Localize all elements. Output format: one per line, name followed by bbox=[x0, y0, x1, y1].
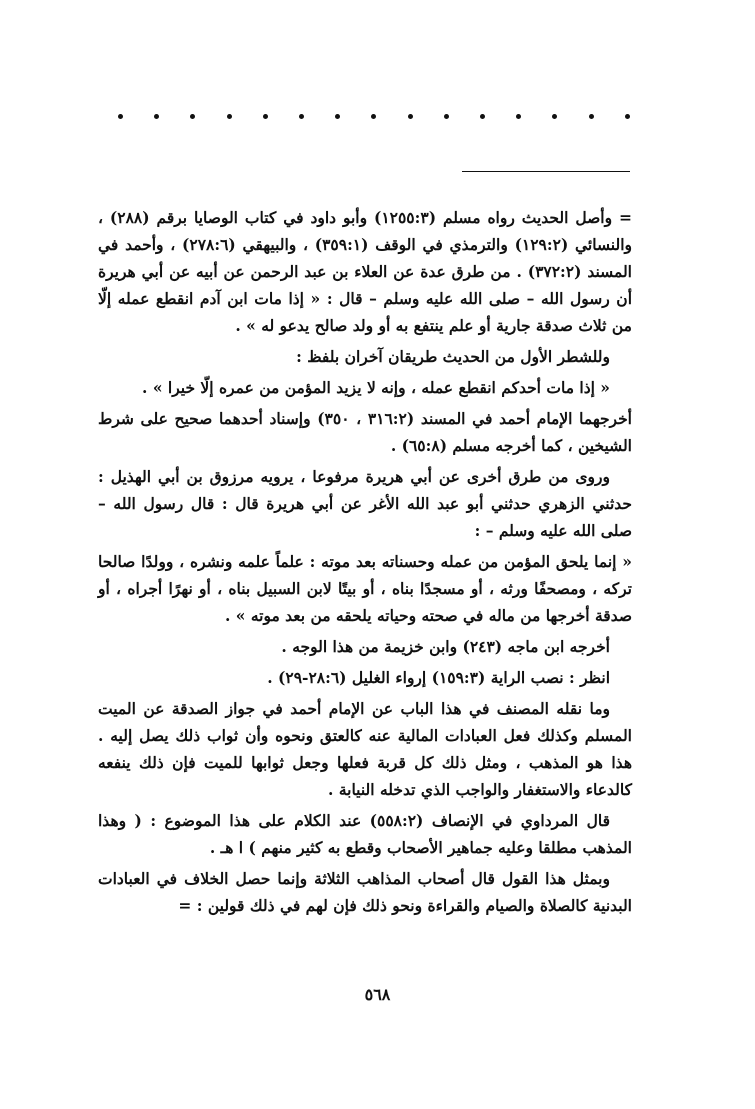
footnote-paragraph-two-paths: وللشطر الأول من الحديث طريقان آخران بلفظ : bbox=[296, 347, 610, 366]
footnote-paragraph-mardawi: قال المرداوي في الإنصاف (٥٥٨:٢) عند الكلام على هذا الموضوع : ( وهذا المذهب مطلقا وعليه جماهير الأصحاب وقطع به كثير منهم ) ا هـ . bbox=[98, 811, 632, 857]
footnote-paragraph-author-commentary: وما نقله المصنف في هذا الباب عن الإمام أحمد في جواز الصدقة عن الميت المسلم وكذلك فعل العبادات المالية عنه كالعتق ونحوه وأن ثواب ذلك يصل إليه . هذا هو المذهب ، ومثل ذلك كل قربة فعلها وجعل ثوابها للميت فإن ذلك ينفعه كالدعاء والاستغفار والواجب الذي تدخله النيابة . bbox=[98, 699, 632, 799]
footnote-paragraph-ahmad-citation: أخرجهما الإمام أحمد في المسند (٣١٦:٢ ، ٣٥٠) وإسناد أحدهما صحيح على شرط الشيخين ، كما أخرجه مسلم (٦٥:٨) . bbox=[98, 409, 632, 455]
decorative-dot bbox=[625, 114, 630, 119]
footnote-paragraph-quote-two: « إنما يلحق المؤمن من عمله وحسناته بعد موته : علماً علمه ونشره ، وولدًا صالحا تركه ، ومصحفًا ورثه ، أو مسجدًا بناه ، أو بيتًا لابن السبيل بناه ، أو نهرًا أجراه ، أو صدقة أخرجها من ماله في صحته وحياته يلحقه من بعد موته » . bbox=[98, 552, 632, 625]
footnote-separator-rule bbox=[462, 171, 630, 172]
decorative-dot bbox=[263, 114, 268, 119]
footnote-text-block bbox=[98, 204, 632, 923]
decorative-dot bbox=[335, 114, 340, 119]
decorative-dot bbox=[589, 114, 594, 119]
footnote-paragraph-quote-one: « إذا مات أحدكم انقطع عمله ، وإنه لا يزيد المؤمن من عمره إلّا خيرا » . bbox=[142, 378, 610, 397]
decorative-dot bbox=[552, 114, 557, 119]
footnote-paragraph-hadith-source: = وأصل الحديث رواه مسلم (١٢٥٥:٣) وأبو داود في كتاب الوصايا برقم (٢٨٨) ، والنسائي (١٢٩:٢) والترمذي في الوقف (٣٥٩:١) ، والبيهقي (٢٧٨:٦) ، وأحمد في المسند (٣٧٢:٢) . من طرق عدة عن العلاء بن عبد الرحمن عن أبيه عن أبي هريرة أن رسول الله – صلى الله عليه وسلم – قال : « إذا مات ابن آدم انقطع عمله إلّا من ثلاث صدقة جارية أو علم ينتفع به أو ولد صالح يدعو له » . bbox=[98, 208, 632, 335]
header-dot-row bbox=[118, 106, 630, 126]
decorative-dot bbox=[299, 114, 304, 119]
decorative-dot bbox=[190, 114, 195, 119]
decorative-dot bbox=[154, 114, 159, 119]
footnote-paragraph-see-also: انظر : نصب الراية (١٥٩:٣) إرواء الغليل (٢٨:٦-٢٩) . bbox=[267, 668, 610, 687]
footnote-paragraph-three-schools: وبمثل هذا القول قال أصحاب المذاهب الثلاثة وإنما حصل الخلاف في العبادات البدنية كالصلاة والصيام والقراءة ونحو ذلك فإن لهم في ذلك قولين : = bbox=[98, 869, 632, 915]
decorative-dot bbox=[371, 114, 376, 119]
decorative-dot bbox=[480, 114, 485, 119]
page-number: ٥٦٨ bbox=[364, 985, 391, 1004]
footnote-paragraph-ibn-majah: أخرجه ابن ماجه (٢٤٣) وابن خزيمة من هذا الوجه . bbox=[281, 637, 610, 656]
decorative-dot bbox=[516, 114, 521, 119]
decorative-dot bbox=[227, 114, 232, 119]
decorative-dot bbox=[444, 114, 449, 119]
decorative-dot bbox=[408, 114, 413, 119]
decorative-dot bbox=[118, 114, 123, 119]
footnote-paragraph-other-paths: وروى من طرق أخرى عن أبي هريرة مرفوعا ، يرويه مرزوق بن أبي الهذيل : حدثني الزهري حدثني أبو عبد الله الأغر عن أبي هريرة قال : قال رسول الله – صلى الله عليه وسلم – : bbox=[98, 467, 632, 540]
